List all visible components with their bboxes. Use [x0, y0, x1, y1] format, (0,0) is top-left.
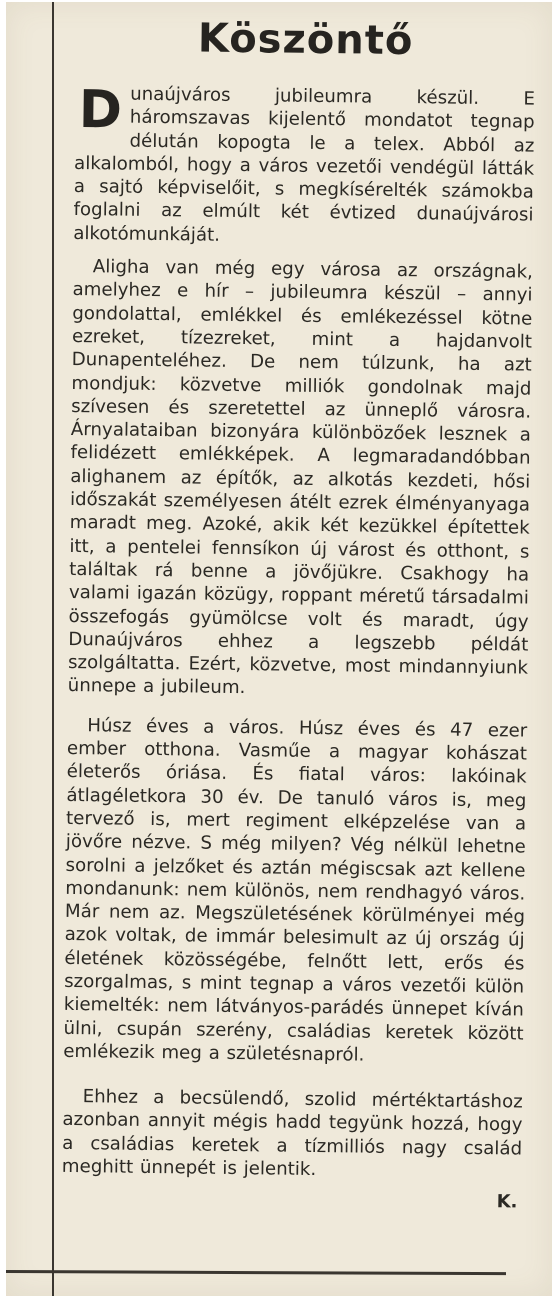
- article-paragraph-2: Aligha van még egy városa az országnak, amelyhez e hír – jubileumra készül – annyi gondolattal, emlékkel és emlékezéssel kötne ezreket, tízezreket, mint a hajdanvolt Dunapenteléhez. De nem túlzunk, ha azt mondjuk: közvetve milliók gondolnak majd szívesen és szeretettel az ünneplő városra. Árnyalataiban bizonyára különbözőek lesznek a felidézett emlékképek. A legmaradandóbban alighanem az építők, az alkotás kezdeti, hősi időszakát személyesen átélt ezrek élményanyaga maradt meg. Azoké, akik két kezükkel építettek itt, a pentelei fennsíkon új várost és otthont, s találtak rá benne a jövőjükre. Csakhogy ha valami igazán közügy, roppant méretű társadalmi összefogás gyümölcse volt és maradt, úgy Dunaújváros ehhez a legszebb példát szolgáltatta. Ezért, közvetve, most mindannyiunk ünnepe a jubileum.: [67, 256, 533, 699]
- column-rule-bottom: [6, 1270, 506, 1275]
- author-signature: K.: [496, 1191, 518, 1213]
- column-rule-left: [52, 2, 54, 1296]
- article-paragraph-1: [73, 82, 535, 251]
- article-title: Köszöntő: [197, 15, 414, 65]
- article-paragraph-4: Ehhez a becsülendő, szolid mértéktartáshoz azonban annyit mégis hadd tegyünk hozzá, hogy a családias keretek a tízmilliós nagy család meghitt ünnepét is jelentik.: [61, 1086, 523, 1181]
- newspaper-clipping: [6, 2, 552, 1296]
- article-paragraph-3: Húsz éves a város. Húsz éves és 47 ezer ember otthona. Vasműe a magyar kohászat életerős óriása. És fiatal város: lakóinak átlagéletkora 30 év. De tanuló város is, meg tervező is, mert regiment elképzelése van a jövőre nézve. S még milyen? Vég nélkül lehetne sorolni a jelzőket és aztán mégiscsak azt kellene mondanunk: nem különös, nem rendhagyó város. Már nem az. Megszületésének körülményei még azok voltak, de immár belesimult az új ország új életének közösségébe, felnőtt lett, erős és szorgalmas, s mint tegnap a város vezetői külön kiemelték: nem látványos-parádés ünnepet kíván ülni, csupán szerény, családias keretek között emlékezik meg a születésnapról.: [63, 714, 528, 1066]
- paragraph-1-text: unaújváros jubileumra készül. E háromszavas kijelentő mondatot tegnap délután kopogta le a telex. Abból az alkalomból, hogy a város vezetői vendégül látták a sajtó képviselőit, s megkísérelték számokba foglalni az elmúlt két évtized dunaújvárosi alkotómunkáját.: [73, 83, 536, 246]
- drop-cap: D: [78, 80, 123, 141]
- article: [61, 10, 536, 1213]
